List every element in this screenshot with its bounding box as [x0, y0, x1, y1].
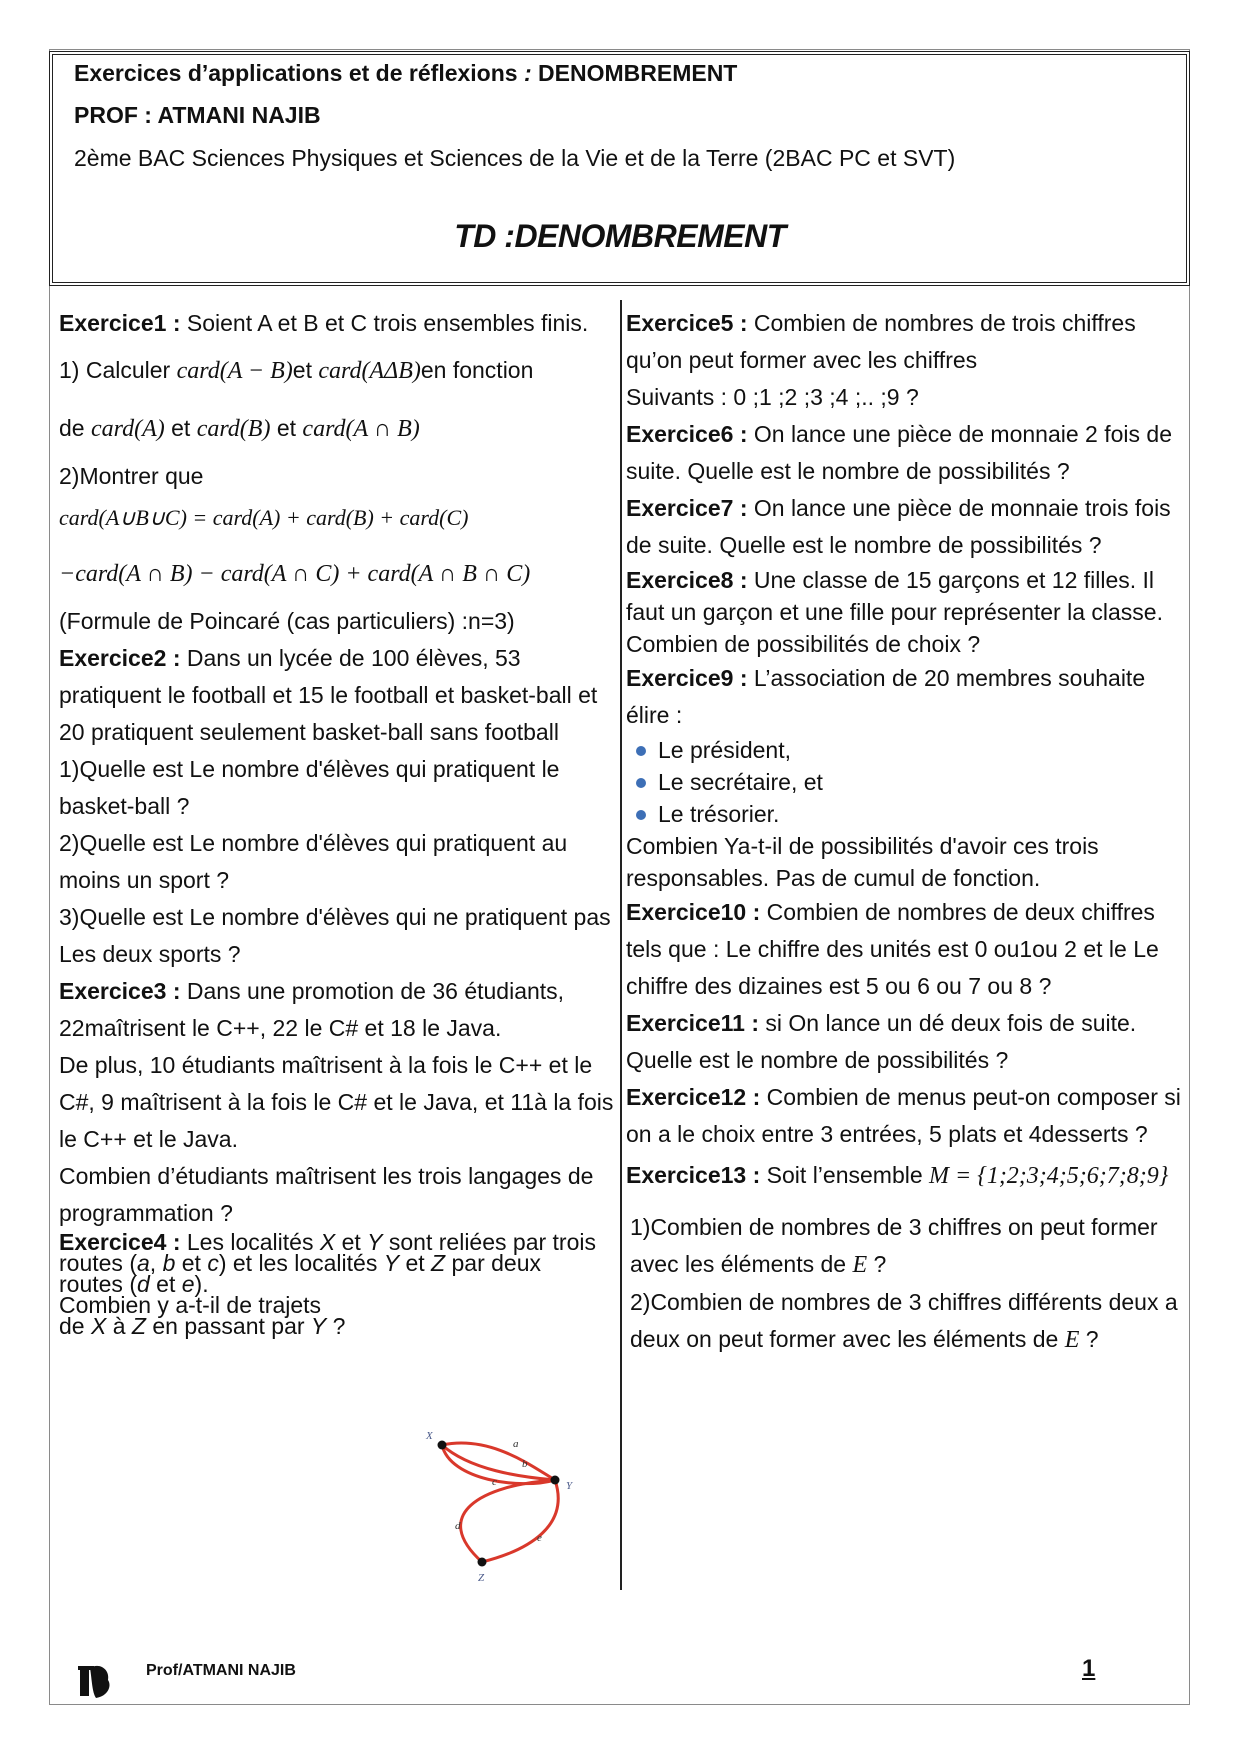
exercise-label: Exercice2 : [59, 645, 181, 671]
exercise-label: Exercice12 : [626, 1084, 761, 1110]
label-z: Z [478, 1572, 485, 1584]
exercise-label: Exercice4 : [59, 1229, 181, 1255]
exercise-7 [626, 490, 1191, 564]
label-x: X [426, 1430, 433, 1442]
text: par deux routes ( [59, 1250, 542, 1297]
text: en fonction [420, 357, 534, 383]
poincare-formula-line2: −card(A ∩ B) − card(A ∩ C) + card(A ∩ B ∩ C) [59, 561, 531, 587]
math-expression: card(A) [90, 416, 165, 442]
exercise-text: On lance une pièce de monnaie 2 fois de suite. Quelle est le nombre de possibilités ? [626, 421, 1172, 484]
text: Y [383, 1250, 400, 1276]
exercise-8 [626, 564, 1191, 628]
label-a: a [513, 1438, 519, 1450]
exercise-11 [626, 1005, 1191, 1079]
text: de [59, 415, 91, 441]
exercise-text: Une classe de 15 garçons et 12 filles. Il faut un garçon et une fille pour représenter la classe. [626, 567, 1163, 625]
text: Y [367, 1229, 383, 1255]
exercise-text: Combien de menus peut-on composer si on a le choix entre 3 entrées, 5 plats et 4desserts ? [626, 1084, 1181, 1147]
text: et [164, 415, 197, 441]
text: Z [431, 1250, 446, 1276]
exercise-text: Combien de nombres de deux chiffres tels que : Le chiffre des unités est 0 ou1ou 2 et le Le chiffre des dizaines est 5 ou 6 ou 7 ou 8 ? [626, 899, 1159, 999]
text: sont reliées par trois routes ( [59, 1229, 596, 1276]
text: et [270, 415, 303, 441]
list-item [632, 734, 1191, 766]
header-title-colon: : [523, 60, 539, 86]
label-y: Y [566, 1480, 573, 1492]
exercise-3-text3: Combien d’étudiants maîtrisent les trois langages de programmation ? [59, 1163, 594, 1226]
exercise-6 [626, 416, 1191, 490]
list-item-text: Le secrétaire, et [658, 769, 823, 795]
exercise-label: Exercice11 : [626, 1010, 760, 1036]
exercise-text: L’association de 20 membres souhaite élire : [626, 665, 1146, 728]
exercise-text: On lance une pièce de monnaie trois fois de suite. Quelle est le nombre de possibilités ? [626, 495, 1171, 558]
math-expression: card(A − B) [176, 358, 293, 384]
math-expression: card(A ∩ B) [302, 416, 420, 442]
exercise-label: Exercice5 : [626, 310, 748, 336]
exercise-text: Dans un lycée de 100 élèves, 53 pratiquent le football et 15 le football et basket-ball et 20 pratiquent seulement basket-ball sans football [59, 645, 598, 745]
exercise-8-text2: Combien de possibilités de choix ? [626, 631, 981, 657]
header-title-topic: DENOMBREMENT [538, 60, 738, 86]
exercise-2-q3: 3)Quelle est Le nombre d'élèves qui ne pratiquent pas Les deux sports ? [59, 904, 611, 967]
exercise-text: Soit l’ensemble [760, 1162, 930, 1188]
officer-list [626, 734, 1191, 830]
list-item [632, 766, 1191, 798]
exercise-label: Exercice8 : [626, 567, 748, 593]
exercise-label: Exercice9 : [626, 665, 748, 691]
route-a [442, 1443, 555, 1480]
exercise-label: Exercice10 : [626, 899, 761, 925]
routes-graph [420, 1425, 590, 1585]
exercise-1-intro [59, 305, 614, 342]
exercise-9-text2: Combien Ya-t-il de possibilités d'avoir ces trois responsables. Pas de cumul de fonction. [626, 833, 1099, 891]
exercise-9 [626, 660, 1191, 734]
exercise-1-note: (Formule de Poincaré (cas particuliers) :n=3) [59, 608, 515, 634]
exercise-10 [626, 894, 1191, 1005]
label-b: b [522, 1458, 528, 1470]
exercise-2-q2: 2)Quelle est Le nombre d'élèves qui pratiquent au moins un sport ? [59, 830, 568, 893]
route-d [461, 1480, 555, 1562]
text: et [292, 357, 319, 383]
list-item-text: Le président, [658, 737, 791, 763]
text: et [149, 1271, 182, 1297]
node-y [551, 1476, 560, 1485]
bullet-icon [636, 810, 646, 820]
header-prof: PROF : ATMANI NAJIB [74, 102, 321, 128]
poincare-formula-line1: card(A∪B∪C) = card(A) + card(B) + card(C) [59, 505, 469, 530]
text: 2)Combien de nombres de 3 chiffres différents deux a deux on peut former avec les éléments de [630, 1289, 1178, 1352]
exercise-13-q1 [626, 1209, 1191, 1284]
math-expression: E [1064, 1327, 1080, 1353]
exercise-label: Exercice3 : [59, 978, 181, 1004]
header-title-line [74, 60, 737, 87]
exercise-4 [59, 1229, 599, 1339]
exercise-1-q2: 2)Montrer que [59, 463, 204, 489]
text: de [59, 1313, 91, 1339]
text: 1) Calculer [59, 357, 177, 383]
text: ). [194, 1271, 209, 1297]
exercise-12 [626, 1079, 1191, 1153]
exercise-label: Exercice13 : [626, 1162, 761, 1188]
label-d: d [455, 1520, 461, 1532]
math-expression: card(B) [196, 416, 271, 442]
page-number: 1 [1082, 1655, 1096, 1682]
exercise-label: Exercice7 : [626, 495, 748, 521]
exercise-text: Combien de nombres de trois chiffres qu’on peut former avec les chiffres [626, 310, 1136, 373]
footer-author: Prof/ATMANI NAJIB [146, 1662, 296, 1679]
text: , [149, 1250, 163, 1276]
text: et [335, 1229, 368, 1255]
exercise-3 [59, 973, 614, 1047]
text: a [136, 1250, 150, 1276]
text: Les localités [180, 1229, 320, 1255]
math-expression: M = {1;2;3;4;5;6;7;8;9} [929, 1163, 1169, 1189]
exercise-text: Dans une promotion de 36 étudiants, 22maîtrisent le C++, 22 le C# et 18 le Java. [59, 978, 565, 1041]
exercise-1-q1-cont [59, 410, 614, 448]
math-expression: card(AΔB) [318, 358, 421, 384]
column-divider [620, 300, 622, 1590]
text: Z [131, 1313, 146, 1339]
text: ? [326, 1313, 346, 1339]
author-logo-icon [78, 1660, 114, 1700]
header-level: 2ème BAC Sciences Physiques et Sciences de la Vie et de la Terre (2BAC PC et SVT) [74, 145, 956, 171]
text: en passant par [145, 1313, 311, 1339]
bullet-icon [636, 746, 646, 756]
page-title: TD :DENOMBREMENT [454, 218, 786, 254]
bullet-icon [636, 778, 646, 788]
text: Y [310, 1313, 327, 1339]
exercise-5 [626, 305, 1191, 379]
exercise-3-text2: De plus, 10 étudiants maîtrisent à la fois le C++ et le C#, 9 maîtrisent à la fois le C# et le Java, et 11à la fois le C++ et le Java. [59, 1052, 614, 1152]
text: X [90, 1313, 107, 1339]
node-z [478, 1558, 487, 1567]
list-item [632, 798, 1191, 830]
text: e [181, 1271, 195, 1297]
exercise-label: Exercice6 : [626, 421, 748, 447]
exercise-text: Soient A et B et C trois ensembles finis. [180, 310, 589, 336]
right-column [626, 305, 1191, 1359]
exercise-2 [59, 640, 614, 751]
exercise-2-q1: 1)Quelle est Le nombre d'élèves qui pratiquent le basket-ball ? [59, 756, 560, 819]
text: c [207, 1250, 219, 1276]
exercise-label: Exercice1 : [59, 310, 181, 336]
text: ) et les localités [218, 1250, 384, 1276]
label-c: c [492, 1476, 497, 1488]
exercise-1-q1 [59, 352, 614, 390]
left-column [59, 305, 614, 1337]
text: et [399, 1250, 432, 1276]
text: Combien y a-t-il de trajets [59, 1292, 322, 1318]
text: et [175, 1250, 208, 1276]
list-item-text: Le trésorier. [658, 801, 780, 827]
text: b [162, 1250, 176, 1276]
header-title-part: Exercices d’applications et de réflexions [74, 60, 524, 86]
exercise-13 [626, 1157, 1191, 1195]
text: d [136, 1271, 150, 1297]
label-e: e [537, 1532, 542, 1544]
text: ? [1079, 1326, 1099, 1352]
math-expression: E [852, 1252, 868, 1278]
text: X [319, 1229, 336, 1255]
exercise-5-text2: Suivants : 0 ;1 ;2 ;3 ;4 ;.. ;9 ? [626, 384, 919, 410]
text: à [106, 1313, 132, 1339]
node-x [438, 1441, 447, 1450]
exercise-text: si On lance un dé deux fois de suite. Quelle est le nombre de possibilités ? [626, 1010, 1137, 1073]
exercise-13-q2 [626, 1284, 1191, 1359]
text: ? [867, 1251, 887, 1277]
text: 1)Combien de nombres de 3 chiffres on peut former avec les éléments de [630, 1214, 1158, 1277]
